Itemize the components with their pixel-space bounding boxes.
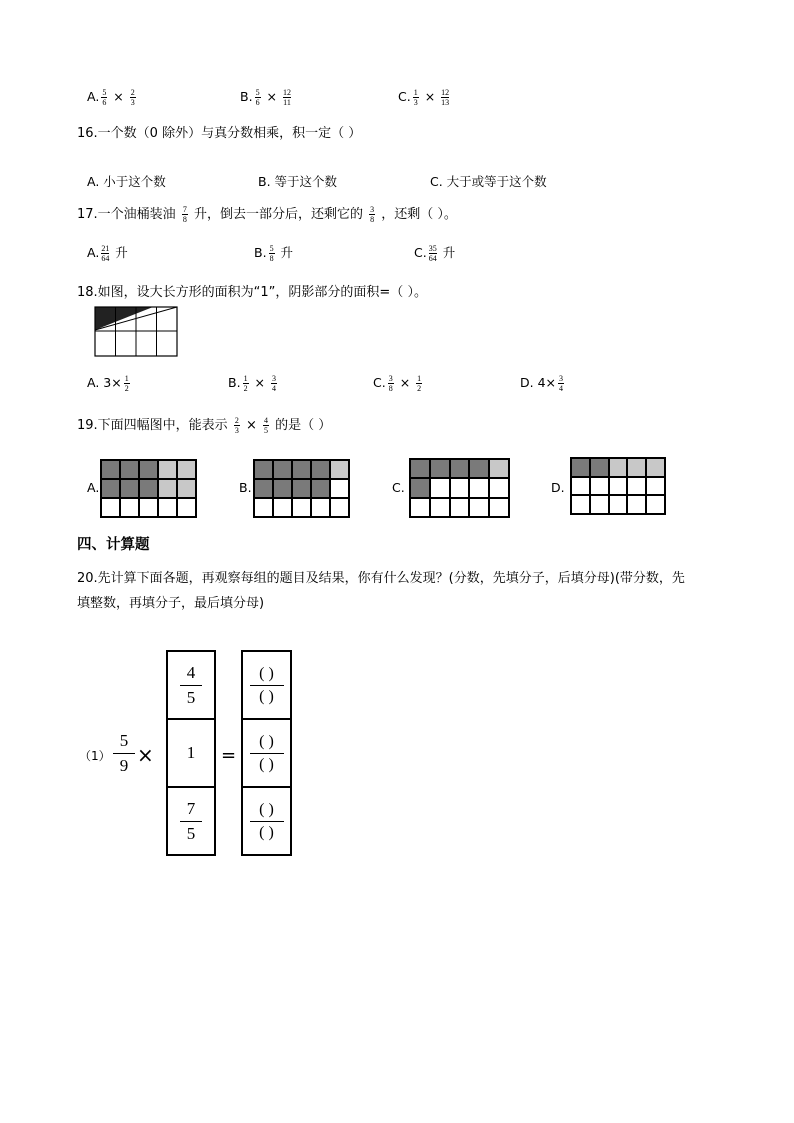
fraction: $\frac{7}{8}$ bbox=[182, 205, 187, 224]
q19-option-d-label[interactable]: D. bbox=[551, 480, 565, 495]
fraction: $\frac{2}{3}$ bbox=[234, 416, 239, 435]
equals-sign: = bbox=[221, 745, 237, 766]
q19-grid-b[interactable] bbox=[253, 459, 350, 518]
option-label: B. bbox=[240, 89, 253, 104]
fraction: $\frac{5}{6}$ bbox=[255, 88, 260, 107]
times-sign: × bbox=[137, 743, 154, 767]
q19-option-b-label[interactable]: B. bbox=[239, 480, 252, 495]
q19-option-c-label[interactable]: C. bbox=[392, 480, 405, 495]
multiplier-column bbox=[166, 650, 216, 856]
q20-line-1: 20.先计算下面各题，再观察每组的题目及结果，你有什么发现？(分数，先填分子，后填分母)(带分数，先 bbox=[77, 571, 685, 586]
answer-column bbox=[241, 650, 292, 856]
q18-option-d[interactable]: D. 4× $\frac{3}{4}$ bbox=[520, 374, 563, 393]
fraction: $\frac{5}{6}$ bbox=[102, 88, 107, 107]
q18-option-b[interactable]: B. $\frac{1}{2}$ × $\frac{3}{4}$ bbox=[228, 374, 277, 393]
times-sign: × bbox=[266, 89, 278, 104]
option-label: A. bbox=[87, 89, 100, 104]
q18-option-c[interactable]: C. $\frac{3}{8}$ × $\frac{1}{2}$ bbox=[373, 374, 422, 393]
answer-blank[interactable]: ( ) ( ) bbox=[243, 720, 290, 788]
fraction: $\frac{1}{3}$ bbox=[413, 88, 418, 107]
q16-option-b[interactable]: B. 等于这个数 bbox=[258, 174, 338, 189]
fraction: $\frac{12}{11}$ bbox=[283, 88, 292, 107]
fraction: $\frac{1}{2}$ bbox=[243, 374, 248, 393]
fraction: $\frac{1}{2}$ bbox=[417, 374, 422, 393]
fraction: $\frac{3}{4}$ bbox=[559, 374, 563, 393]
q16-option-a[interactable]: A. 小于这个数 bbox=[87, 174, 166, 189]
fraction: $\frac{4}{5}$ bbox=[264, 416, 269, 435]
q19-stem: 19.下面四幅图中，能表示 $\frac{2}{3}$ × $\frac{4}{5}$ 的是（ ） bbox=[77, 416, 332, 435]
fraction: $\frac{3}{8}$ bbox=[388, 374, 393, 393]
option-label: C. bbox=[398, 89, 411, 104]
q17-option-b[interactable]: B. $\frac{5}{8}$ 升 bbox=[254, 244, 294, 263]
fraction: $\frac{5}{8}$ bbox=[269, 244, 274, 263]
q15-option-b[interactable] bbox=[240, 88, 293, 107]
q18-rectangle-figure bbox=[94, 306, 178, 358]
answer-blank[interactable]: ( ) ( ) bbox=[243, 788, 290, 854]
times-sign: × bbox=[424, 89, 436, 104]
q19-grid-d[interactable] bbox=[570, 457, 666, 515]
lhs-fraction: 5 9 bbox=[113, 731, 135, 776]
times-sign: × bbox=[113, 89, 124, 104]
fraction: $\frac{35}{64}$ bbox=[428, 244, 437, 263]
fraction: $\frac{1}{2}$ bbox=[124, 374, 129, 393]
q15-option-a[interactable] bbox=[87, 88, 138, 107]
fraction: $\frac{3}{8}$ bbox=[370, 205, 375, 224]
fraction: $\frac{21}{64}$ bbox=[101, 244, 110, 263]
q18-stem: 18.如图，设大长方形的面积为“1”，阴影部分的面积=（ ）。 bbox=[77, 285, 427, 300]
q16-option-c[interactable]: C. 大于或等于这个数 bbox=[430, 174, 547, 189]
q16-stem: 16.一个数（0 除外）与真分数相乘，积一定（ ） bbox=[77, 126, 362, 141]
fraction: $\frac{2}{3}$ bbox=[130, 88, 135, 107]
q17-option-c[interactable]: C. $\frac{35}{64}$ 升 bbox=[414, 244, 456, 263]
sub-question-label: （1） bbox=[79, 749, 111, 763]
fraction: $\frac{12}{13}$ bbox=[441, 88, 450, 107]
q17-option-a[interactable]: A. $\frac{21}{64}$ 升 bbox=[87, 244, 128, 263]
section-title: 四、计算题 bbox=[77, 537, 150, 553]
multiplier-cell: 4 5 bbox=[168, 652, 214, 720]
answer-blank[interactable]: ( ) ( ) bbox=[243, 652, 290, 720]
q18-option-a[interactable]: A. 3× $\frac{1}{2}$ bbox=[87, 374, 129, 393]
multiplier-cell: 7 5 bbox=[168, 788, 214, 854]
q19-grid-a[interactable] bbox=[100, 459, 197, 518]
multiplier-cell: 1 bbox=[168, 720, 214, 788]
q17-stem: 17.一个油桶装油 $\frac{7}{8}$ 升，倒去一部分后，还剩它的 $\frac{3}{8}$ ，还剩（ ）。 bbox=[77, 205, 457, 224]
q15-option-c[interactable] bbox=[398, 88, 451, 107]
q19-grid-c[interactable] bbox=[409, 458, 510, 518]
q20-line-2: 填整数，再填分子，最后填分母) bbox=[77, 596, 265, 611]
fraction: $\frac{3}{4}$ bbox=[272, 374, 277, 393]
q19-option-a-label[interactable]: A. bbox=[87, 480, 100, 495]
